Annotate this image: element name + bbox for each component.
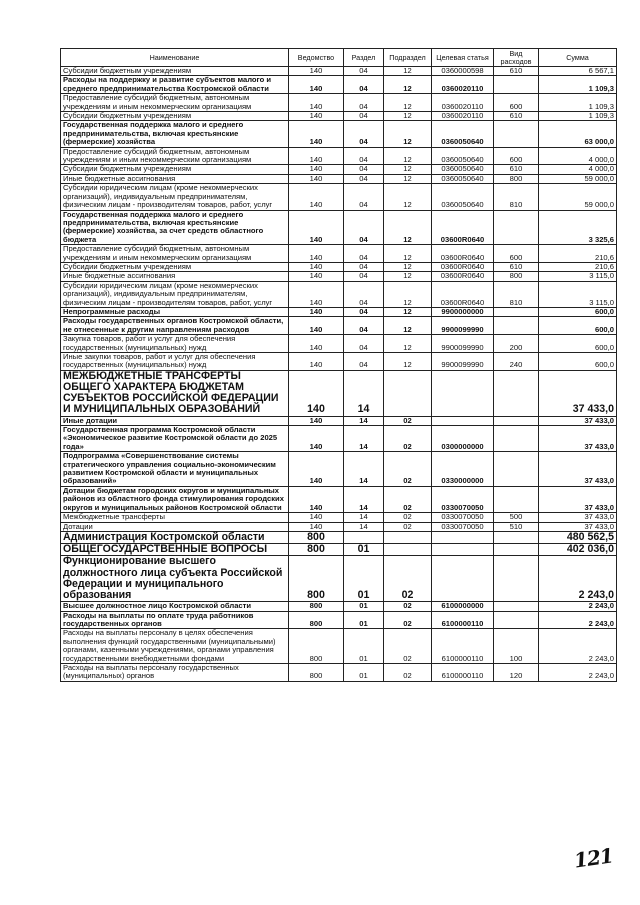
row-name: ОБЩЕГОСУДАРСТВЕННЫЕ ВОПРОСЫ <box>61 544 289 556</box>
row-expense <box>494 452 539 487</box>
row-dept: 140 <box>289 174 344 183</box>
row-name: Субсидии юридическим лицам (кроме некоммерческих организаций), индивидуальным предпринимателям, физическим лицам - производителям товаров, работ, услуг <box>61 281 289 307</box>
row-sum: 2 243,0 <box>539 663 617 681</box>
row-section: 04 <box>344 174 384 183</box>
row-name: Высшее должностное лицо Костромской области <box>61 602 289 611</box>
row-subsection: 12 <box>384 272 432 281</box>
row-subsection: 02 <box>384 602 432 611</box>
row-target: 0330070050 <box>432 486 494 512</box>
row-name: Иные закупки товаров, работ и услуг для обеспечения государственных (муниципальных) нужд <box>61 353 289 371</box>
header-subsection: Подраздел <box>384 49 432 67</box>
row-expense: 500 <box>494 513 539 522</box>
row-expense: 200 <box>494 335 539 353</box>
row-sum: 3 325,6 <box>539 210 617 245</box>
row-subsection: 12 <box>384 121 432 147</box>
row-sum: 37 433,0 <box>539 522 617 531</box>
row-section: 01 <box>344 611 384 629</box>
row-dept: 140 <box>289 112 344 121</box>
row-sum: 210,6 <box>539 245 617 263</box>
row-target: 6100000110 <box>432 611 494 629</box>
table-row <box>61 611 617 629</box>
row-sum: 59 000,0 <box>539 184 617 210</box>
row-expense: 810 <box>494 281 539 307</box>
row-section: 04 <box>344 94 384 112</box>
row-target <box>432 416 494 425</box>
row-subsection: 12 <box>384 307 432 316</box>
row-dept: 140 <box>289 165 344 174</box>
table-row <box>61 317 617 335</box>
row-dept: 800 <box>289 629 344 664</box>
row-expense: 600 <box>494 94 539 112</box>
row-section: 01 <box>344 544 384 556</box>
row-dept: 140 <box>289 67 344 76</box>
row-name: Субсидии бюджетным учреждениям <box>61 67 289 76</box>
table-row <box>61 556 617 602</box>
row-expense: 610 <box>494 262 539 271</box>
row-expense <box>494 544 539 556</box>
row-sum: 2 243,0 <box>539 556 617 602</box>
row-sum: 6 567,1 <box>539 67 617 76</box>
row-name: Закупка товаров, работ и услуг для обеспечения государственных (муниципальных) нужд <box>61 335 289 353</box>
row-expense <box>494 307 539 316</box>
row-subsection: 12 <box>384 210 432 245</box>
row-sum: 600,0 <box>539 335 617 353</box>
row-section: 04 <box>344 317 384 335</box>
table-row <box>61 245 617 263</box>
row-target: 0360020110 <box>432 76 494 94</box>
row-target: 03600R0640 <box>432 210 494 245</box>
table-row <box>61 522 617 531</box>
header-section: Раздел <box>344 49 384 67</box>
row-target: 0360050640 <box>432 174 494 183</box>
row-section: 01 <box>344 629 384 664</box>
row-expense <box>494 531 539 543</box>
row-dept: 140 <box>289 94 344 112</box>
row-section: 14 <box>344 486 384 512</box>
row-section: 04 <box>344 112 384 121</box>
row-dept: 140 <box>289 317 344 335</box>
row-target: 6100000000 <box>432 602 494 611</box>
row-expense: 510 <box>494 522 539 531</box>
row-section: 04 <box>344 121 384 147</box>
row-name: Дотации <box>61 522 289 531</box>
row-section: 14 <box>344 452 384 487</box>
row-sum: 37 433,0 <box>539 486 617 512</box>
row-name: Предоставление субсидий бюджетным, автономным учреждениям и иным некоммерческим организациям <box>61 245 289 263</box>
row-name: Непрограммные расходы <box>61 307 289 316</box>
row-target: 0360020110 <box>432 94 494 112</box>
row-target: 0360050640 <box>432 147 494 165</box>
row-sum: 4 000,0 <box>539 147 617 165</box>
row-dept: 140 <box>289 307 344 316</box>
row-dept: 140 <box>289 76 344 94</box>
row-dept: 140 <box>289 416 344 425</box>
row-subsection: 02 <box>384 452 432 487</box>
row-target: 6100000110 <box>432 663 494 681</box>
row-target: 0360050640 <box>432 184 494 210</box>
row-dept: 140 <box>289 353 344 371</box>
row-expense <box>494 76 539 94</box>
row-subsection: 12 <box>384 94 432 112</box>
row-subsection: 12 <box>384 184 432 210</box>
row-sum: 1 109,3 <box>539 112 617 121</box>
row-target: 6100000110 <box>432 629 494 664</box>
row-dept: 140 <box>289 513 344 522</box>
row-target: 9900000000 <box>432 307 494 316</box>
row-sum: 600,0 <box>539 307 617 316</box>
row-expense: 610 <box>494 67 539 76</box>
row-section: 04 <box>344 245 384 263</box>
row-section: 04 <box>344 67 384 76</box>
row-dept: 140 <box>289 184 344 210</box>
row-section: 04 <box>344 281 384 307</box>
row-sum: 3 115,0 <box>539 272 617 281</box>
budget-table <box>60 48 617 682</box>
row-section: 04 <box>344 76 384 94</box>
row-sum: 37 433,0 <box>539 416 617 425</box>
row-section: 14 <box>344 522 384 531</box>
row-name: Государственная программа Костромской области «Экономическое развитие Костромской области до 2025 года» <box>61 426 289 452</box>
row-target <box>432 544 494 556</box>
row-subsection: 02 <box>384 629 432 664</box>
row-section: 01 <box>344 663 384 681</box>
row-dept: 140 <box>289 522 344 531</box>
row-section: 04 <box>344 184 384 210</box>
table-row <box>61 165 617 174</box>
row-subsection: 02 <box>384 556 432 602</box>
row-sum: 3 115,0 <box>539 281 617 307</box>
row-expense <box>494 317 539 335</box>
row-dept: 140 <box>289 486 344 512</box>
row-sum: 600,0 <box>539 353 617 371</box>
row-subsection: 02 <box>384 486 432 512</box>
row-dept: 140 <box>289 335 344 353</box>
table-row <box>61 121 617 147</box>
row-expense <box>494 426 539 452</box>
row-sum: 480 562,5 <box>539 531 617 543</box>
row-dept: 140 <box>289 262 344 271</box>
row-dept: 140 <box>289 426 344 452</box>
row-target: 03600R0640 <box>432 272 494 281</box>
row-target <box>432 370 494 416</box>
row-dept: 800 <box>289 602 344 611</box>
row-sum: 2 243,0 <box>539 611 617 629</box>
row-section: 04 <box>344 307 384 316</box>
row-section: 14 <box>344 416 384 425</box>
row-section <box>344 531 384 543</box>
row-subsection <box>384 370 432 416</box>
row-expense: 600 <box>494 245 539 263</box>
row-subsection: 02 <box>384 522 432 531</box>
row-name: Дотации бюджетам городских округов и муниципальных районов из областного фонда стимулирования городских округов и муниципальных районов Костромской области <box>61 486 289 512</box>
row-section: 01 <box>344 556 384 602</box>
row-name: МЕЖБЮДЖЕТНЫЕ ТРАНСФЕРТЫ ОБЩЕГО ХАРАКТЕРА БЮДЖЕТАМ СУБЪЕКТОВ РОССИЙСКОЙ ФЕДЕРАЦИИ И МУНИЦИПАЛЬНЫХ ОБРАЗОВАНИЙ <box>61 370 289 416</box>
row-name: Субсидии бюджетным учреждениям <box>61 165 289 174</box>
row-expense: 800 <box>494 272 539 281</box>
row-subsection: 12 <box>384 174 432 183</box>
row-sum: 2 243,0 <box>539 602 617 611</box>
row-subsection: 12 <box>384 147 432 165</box>
row-expense: 120 <box>494 663 539 681</box>
table-row <box>61 544 617 556</box>
table-row <box>61 94 617 112</box>
row-target: 9900099990 <box>432 335 494 353</box>
row-target: 0330070050 <box>432 513 494 522</box>
row-expense <box>494 121 539 147</box>
row-name: Государственная поддержка малого и среднего предпринимательства, включая крестьянские (фермерские) хозяйства <box>61 121 289 147</box>
row-dept: 800 <box>289 556 344 602</box>
row-section: 04 <box>344 272 384 281</box>
row-name: Межбюджетные трансферты <box>61 513 289 522</box>
row-name: Иные бюджетные ассигнования <box>61 174 289 183</box>
row-expense: 800 <box>494 174 539 183</box>
row-subsection: 12 <box>384 76 432 94</box>
table-row <box>61 602 617 611</box>
row-name: Иные бюджетные ассигнования <box>61 272 289 281</box>
table-row <box>61 629 617 664</box>
row-subsection: 02 <box>384 663 432 681</box>
row-sum: 1 109,3 <box>539 76 617 94</box>
row-name: Субсидии бюджетным учреждениям <box>61 112 289 121</box>
row-subsection: 12 <box>384 353 432 371</box>
row-dept: 140 <box>289 245 344 263</box>
row-dept: 140 <box>289 370 344 416</box>
table-row <box>61 452 617 487</box>
row-sum: 2 243,0 <box>539 629 617 664</box>
row-expense <box>494 611 539 629</box>
header-expense: Вид расходов <box>494 49 539 67</box>
row-name: Государственная поддержка малого и среднего предпринимательства, включая крестьянские (фермерские) хозяйства, за счет средств областного бюджета <box>61 210 289 245</box>
row-sum: 37 433,0 <box>539 513 617 522</box>
row-section: 01 <box>344 602 384 611</box>
row-subsection: 12 <box>384 317 432 335</box>
row-subsection: 02 <box>384 426 432 452</box>
table-row <box>61 513 617 522</box>
row-section: 04 <box>344 262 384 271</box>
row-name: Субсидии бюджетным учреждениям <box>61 262 289 271</box>
row-expense <box>494 370 539 416</box>
table-row <box>61 184 617 210</box>
row-section: 04 <box>344 165 384 174</box>
row-dept: 800 <box>289 611 344 629</box>
row-expense <box>494 602 539 611</box>
row-subsection <box>384 544 432 556</box>
table-row <box>61 486 617 512</box>
table-row <box>61 353 617 371</box>
row-expense: 810 <box>494 184 539 210</box>
row-target <box>432 531 494 543</box>
row-name: Расходы на выплаты по оплате труда работников государственных органов <box>61 611 289 629</box>
row-expense: 100 <box>494 629 539 664</box>
row-subsection: 12 <box>384 335 432 353</box>
row-subsection: 12 <box>384 245 432 263</box>
table-row <box>61 663 617 681</box>
row-name: Подпрограмма «Совершенствование системы стратегического управления социально-экономическим развитием Костромской области и муниципальных образований» <box>61 452 289 487</box>
row-sum: 210,6 <box>539 262 617 271</box>
row-target: 9900099990 <box>432 353 494 371</box>
row-subsection: 02 <box>384 416 432 425</box>
row-section: 14 <box>344 426 384 452</box>
row-section: 04 <box>344 147 384 165</box>
row-sum: 63 000,0 <box>539 121 617 147</box>
row-subsection: 12 <box>384 67 432 76</box>
row-target: 0360000598 <box>432 67 494 76</box>
row-section: 04 <box>344 335 384 353</box>
row-expense: 610 <box>494 165 539 174</box>
row-dept: 140 <box>289 121 344 147</box>
table-header-row <box>61 49 617 67</box>
table-row <box>61 426 617 452</box>
row-dept: 140 <box>289 210 344 245</box>
row-name: Расходы на выплаты персоналу государственных (муниципальных) органов <box>61 663 289 681</box>
row-section: 14 <box>344 370 384 416</box>
row-dept: 140 <box>289 272 344 281</box>
row-expense: 600 <box>494 147 539 165</box>
row-name: Расходы государственных органов Костромской области, не отнесенные к другим направлениям расходов <box>61 317 289 335</box>
row-subsection: 12 <box>384 165 432 174</box>
row-section: 14 <box>344 513 384 522</box>
row-expense <box>494 416 539 425</box>
row-target: 0360020110 <box>432 112 494 121</box>
row-dept: 140 <box>289 281 344 307</box>
row-target <box>432 556 494 602</box>
table-row <box>61 272 617 281</box>
row-sum: 37 433,0 <box>539 452 617 487</box>
row-subsection: 02 <box>384 513 432 522</box>
header-dept: Ведомство <box>289 49 344 67</box>
table-row <box>61 210 617 245</box>
row-sum: 37 433,0 <box>539 426 617 452</box>
row-target: 0330000000 <box>432 452 494 487</box>
table-row <box>61 335 617 353</box>
row-section: 04 <box>344 353 384 371</box>
row-sum: 402 036,0 <box>539 544 617 556</box>
row-name: Функционирование высшего должностного лица субъекта Российской Федерации и муниципального образования <box>61 556 289 602</box>
row-dept: 800 <box>289 531 344 543</box>
row-sum: 600,0 <box>539 317 617 335</box>
row-name: Субсидии юридическим лицам (кроме некоммерческих организаций), индивидуальным предпринимателям, физическим лицам - производителям товаров, работ, услуг <box>61 184 289 210</box>
page-number: 121 <box>572 843 615 873</box>
row-sum: 4 000,0 <box>539 165 617 174</box>
row-name: Предоставление субсидий бюджетным, автономным учреждениям и иным некоммерческим организациям <box>61 147 289 165</box>
row-target: 03600R0640 <box>432 262 494 271</box>
row-target: 0360050640 <box>432 165 494 174</box>
row-dept: 140 <box>289 147 344 165</box>
row-expense: 610 <box>494 112 539 121</box>
row-dept: 800 <box>289 663 344 681</box>
table-row <box>61 76 617 94</box>
row-subsection: 12 <box>384 112 432 121</box>
row-target: 03600R0640 <box>432 281 494 307</box>
row-name: Иные дотации <box>61 416 289 425</box>
row-name: Администрация Костромской области <box>61 531 289 543</box>
row-section: 04 <box>344 210 384 245</box>
row-subsection <box>384 531 432 543</box>
row-dept: 140 <box>289 452 344 487</box>
row-name: Расходы на выплаты персоналу в целях обеспечения выполнения функций государственными (муниципальными) органами, казенными учреждениями, органами управления государственными внебюджетными фондами <box>61 629 289 664</box>
header-target: Целевая статья <box>432 49 494 67</box>
row-target: 03600R0640 <box>432 245 494 263</box>
row-subsection: 12 <box>384 281 432 307</box>
table-row <box>61 147 617 165</box>
header-name: Наименование <box>61 49 289 67</box>
row-sum: 37 433,0 <box>539 370 617 416</box>
row-dept: 800 <box>289 544 344 556</box>
table-row <box>61 281 617 307</box>
row-subsection: 12 <box>384 262 432 271</box>
row-sum: 1 109,3 <box>539 94 617 112</box>
row-sum: 59 000,0 <box>539 174 617 183</box>
table-body <box>61 67 617 682</box>
row-target: 0330070050 <box>432 522 494 531</box>
table-row <box>61 531 617 543</box>
row-expense <box>494 486 539 512</box>
row-expense: 240 <box>494 353 539 371</box>
row-target: 0300000000 <box>432 426 494 452</box>
row-name: Предоставление субсидий бюджетным, автономным учреждениям и иным некоммерческим организациям <box>61 94 289 112</box>
row-subsection: 02 <box>384 611 432 629</box>
table-row <box>61 370 617 416</box>
row-expense <box>494 210 539 245</box>
row-name: Расходы на поддержку и развитие субъектов малого и среднего предпринимательства Костромской области <box>61 76 289 94</box>
row-target: 9900099990 <box>432 317 494 335</box>
row-target: 0360050640 <box>432 121 494 147</box>
header-sum: Сумма <box>539 49 617 67</box>
row-expense <box>494 556 539 602</box>
